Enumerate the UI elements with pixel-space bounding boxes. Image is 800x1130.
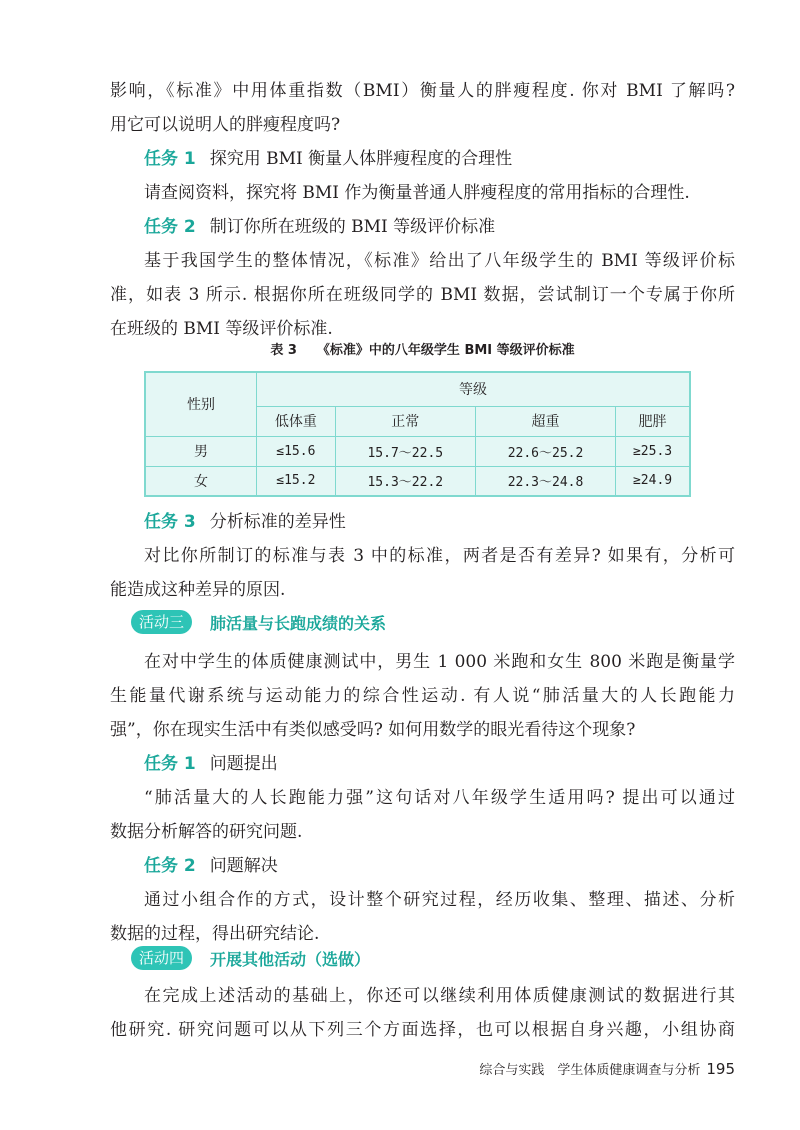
body-text-line: 在对中学生的体质健康测试中，男生 1 000 米跑和女生 800 米跑是衡量学 (144, 652, 735, 672)
row-gender: 女 (145, 466, 257, 496)
activity-badge: 活动四 (131, 946, 192, 970)
bmi-standard-table (144, 371, 691, 497)
table-cell: ≥25.3 (616, 436, 690, 466)
body-text-line: 基于我国学生的整体情况，《标准》给出了八年级学生的 BMI 等级评价标 (144, 251, 735, 271)
task-heading (144, 747, 735, 781)
header-level-underweight: 低体重 (257, 406, 336, 436)
task-label: 任务 2 (144, 217, 196, 237)
body-text-line: 数据分析解答的研究问题. (110, 822, 303, 842)
task-heading (144, 849, 735, 883)
body-text-line: 强”，你在现实生活中有类似感受吗? 如何用数学的眼光看待这个现象? (110, 720, 636, 740)
table-row (145, 466, 690, 496)
table-cell: 15.7～22.5 (335, 436, 475, 466)
header-level-obese: 肥胖 (616, 406, 690, 436)
body-text-line: 通过小组合作的方式，设计整个研究过程，经历收集、整理、描述、分析 (144, 890, 735, 910)
table-cell: ≥24.9 (616, 466, 690, 496)
page-footer (380, 1056, 735, 1082)
activity-title: 开展其他活动（选做） (210, 949, 371, 969)
body-text-line: 他研究. 研究问题可以从下列三个方面选择，也可以根据自身兴趣，小组协商 (110, 1020, 735, 1040)
table-number: 表 3 (270, 343, 297, 358)
task-label: 任务 1 (144, 149, 196, 169)
table-cell: 22.3～24.8 (475, 466, 615, 496)
activity-badge: 活动三 (131, 610, 192, 634)
task-label: 任务 3 (144, 512, 196, 532)
task-title: 分析标准的差异性 (209, 512, 346, 532)
task-heading (144, 142, 735, 176)
body-text-line: 对比你所制订的标准与表 3 中的标准，两者是否有差异? 如果有，分析可 (144, 546, 735, 566)
activity-heading (131, 608, 386, 636)
body-text-line: 能造成这种差异的原因. (110, 580, 286, 600)
page-number: 195 (706, 1060, 735, 1078)
table-title: 《标准》中的八年级学生 BMI 等级评价标准 (316, 343, 575, 358)
task-title: 问题提出 (209, 754, 278, 774)
task-heading (144, 210, 735, 244)
activity-heading (131, 944, 370, 972)
table-cell: ≤15.2 (257, 466, 336, 496)
table-cell: 15.3～22.2 (335, 466, 475, 496)
task-label: 任务 1 (144, 754, 196, 774)
body-text-line: 影响，《标准》中用体重指数（BMI）衡量人的胖瘦程度. 你对 BMI 了解吗? (110, 81, 735, 101)
header-gender: 性别 (145, 372, 257, 436)
body-text-line: 准，如表 3 所示. 根据你所在班级同学的 BMI 数据，尝试制订一个专属于你所 (110, 285, 735, 305)
header-level: 等级 (257, 372, 691, 406)
table-cell: ≤15.6 (257, 436, 336, 466)
body-text-line: “肺活量大的人长跑能力强”这句话对八年级学生适用吗? 提出可以通过 (144, 788, 735, 808)
body-text-line: 在完成上述活动的基础上，你还可以继续利用体质健康测试的数据进行其 (144, 986, 735, 1006)
table-cell: 22.6～25.2 (475, 436, 615, 466)
table-row (145, 436, 690, 466)
header-level-overweight: 超重 (475, 406, 615, 436)
row-gender: 男 (145, 436, 257, 466)
body-text-line: 生能量代谢系统与运动能力的综合性运动. 有人说“肺活量大的人长跑能力 (110, 686, 735, 706)
body-text-line: 在班级的 BMI 等级评价标准. (110, 319, 333, 339)
body-text-line: 请查阅资料，探究将 BMI 作为衡量普通人胖瘦程度的常用指标的合理性. (144, 183, 690, 203)
body-text-line: 数据的过程，得出研究结论. (110, 924, 320, 944)
activity-title: 肺活量与长跑成绩的关系 (210, 613, 387, 633)
task-heading (144, 505, 735, 539)
header-level-normal: 正常 (335, 406, 475, 436)
body-text-line: 用它可以说明人的胖瘦程度吗? (110, 115, 341, 135)
task-label: 任务 2 (144, 856, 196, 876)
table-caption (110, 337, 735, 365)
task-title: 问题解决 (209, 856, 278, 876)
task-title: 探究用 BMI 衡量人体胖瘦程度的合理性 (209, 149, 513, 169)
task-title: 制订你所在班级的 BMI 等级评价标准 (209, 217, 496, 237)
footer-chapter: 综合与实践 学生体质健康调查与分析 (479, 1063, 701, 1078)
